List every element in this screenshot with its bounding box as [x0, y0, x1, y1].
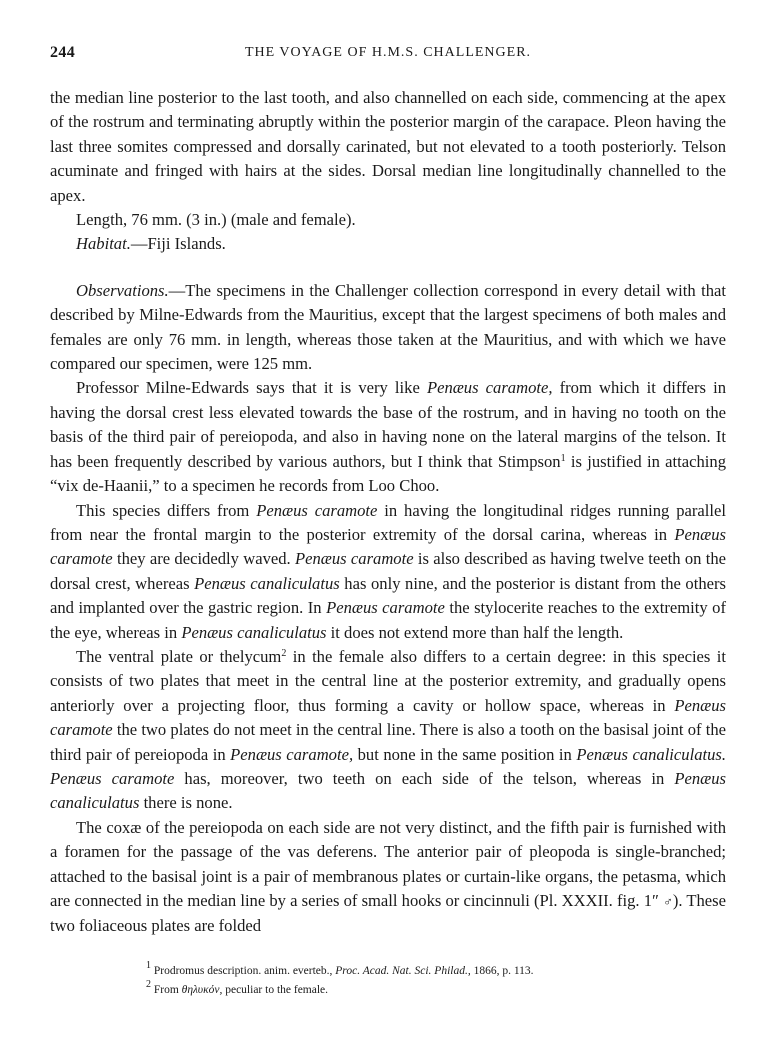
paragraph-milne-edwards: Professor Milne-Edwards says that it is very like Penæus caramote, from which it differs in having the dorsal crest less elevated towards the base of the rostrum, and in having no tooth on the basis of the third pair of pereiopoda, and also in having none on the lateral margins of the telson. It has been frequently described by various authors, but I think that Stimpson$^1$ is justified in attaching “vix de-Haanii,” to a specimen he records from Loo Choo. [50, 378, 727, 496]
page-header [50, 44, 726, 66]
observations-label: Observations. [76, 280, 169, 300]
footnote-ref-2: 2 [281, 647, 287, 659]
habitat-value: —Fiji Islands. [130, 234, 226, 254]
footnote-ref-1: 1 [560, 452, 566, 464]
male-symbol-icon: ♂ [663, 894, 673, 909]
length-line: Length, 76 mm. (3 in.) (male and female). [76, 210, 356, 230]
running-title: THE VOYAGE OF H.M.S. CHALLENGER. [244, 45, 532, 60]
footnote-1: $^1$ Prodromus description. anim. everteb., Proc. Acad. Nat. Sci. Philad., 1866, p. 113. [146, 960, 534, 977]
paragraph-description-continued: the median line posterior to the last tooth, and also channelled on each side, commencing at the apex of the rostrum and terminating abruptly within the posterior margin of the carapace. Pleon having the last three somites compressed and dorsally carinated, but not elevated to a tooth posteriorly. Telson acuminate and fringed with hairs at the sides. Dorsal median line longitudinally channelled to the apex. [50, 88, 726, 205]
page-number: 244 [50, 44, 76, 61]
paragraph-ventral-plate: The ventral plate or thelycum$^2$ in the female also differs to a certain degree: in this species it consists of two plates that meet in the central line at the posterior extremity, and gradually opens anteriorly over a projecting floor, thus forming a cavity or hollow space, whereas in Penæus caramote the two plates do not meet in the central line. There is also a tooth on the basisal joint of the third pair of pereiopoda in Penæus caramote, but none in the same position in Penæus canaliculatus. Penæus caramote has, moreover, two teeth on each side of the telson, whereas in Penæus canaliculatus there is none. [50, 646, 727, 813]
habitat-line [50, 232, 726, 256]
footnotes [146, 962, 726, 1000]
paragraph-species-differences: This species differs from Penæus caramote in having the longitudinal ridges running parallel from near the frontal margin to the posterior extremity of the dorsal carina, whereas in Penæus caramote they are decidedly waved. Penæus caramote is also described as having twelve teeth on the dorsal crest, whereas Penæus canaliculatus has only nine, and the posterior is distant from the others and implanted over the gastric region. In Penæus caramote the stylocerite reaches to the extremity of the eye, whereas in Penæus canaliculatus it does not extend more than half the length. [50, 500, 726, 642]
paragraph-coxae: The coxæ of the pereiopoda on each side are not very distinct, and the fifth pair is furnished with a foramen for the passage of the vas deferens. The anterior pair of pleopoda is single-branched; attached to the basisal joint is a pair of membranous plates or curtain-like organs, the petasma, which are connected in the median line by a series of small hooks or cincinnuli (Pl. XXXII. fig. 1″ ♂). These two foliaceous plates are folded [50, 817, 726, 936]
habitat-label: Habitat. [76, 234, 131, 254]
body-text [50, 86, 726, 939]
paragraph-observations: Observations.—The specimens in the Challenger collection correspond in every detail with that described by Milne-Edwards from the Mauritius, except that the largest specimens of both males and females are only 76 mm. in length, whereas those taken at the Mauritius, and with which we have compared our specimen, were 125 mm. [50, 280, 726, 374]
footnote-2: $^2$ From θηλυκόν, peculiar to the female. [146, 979, 329, 996]
